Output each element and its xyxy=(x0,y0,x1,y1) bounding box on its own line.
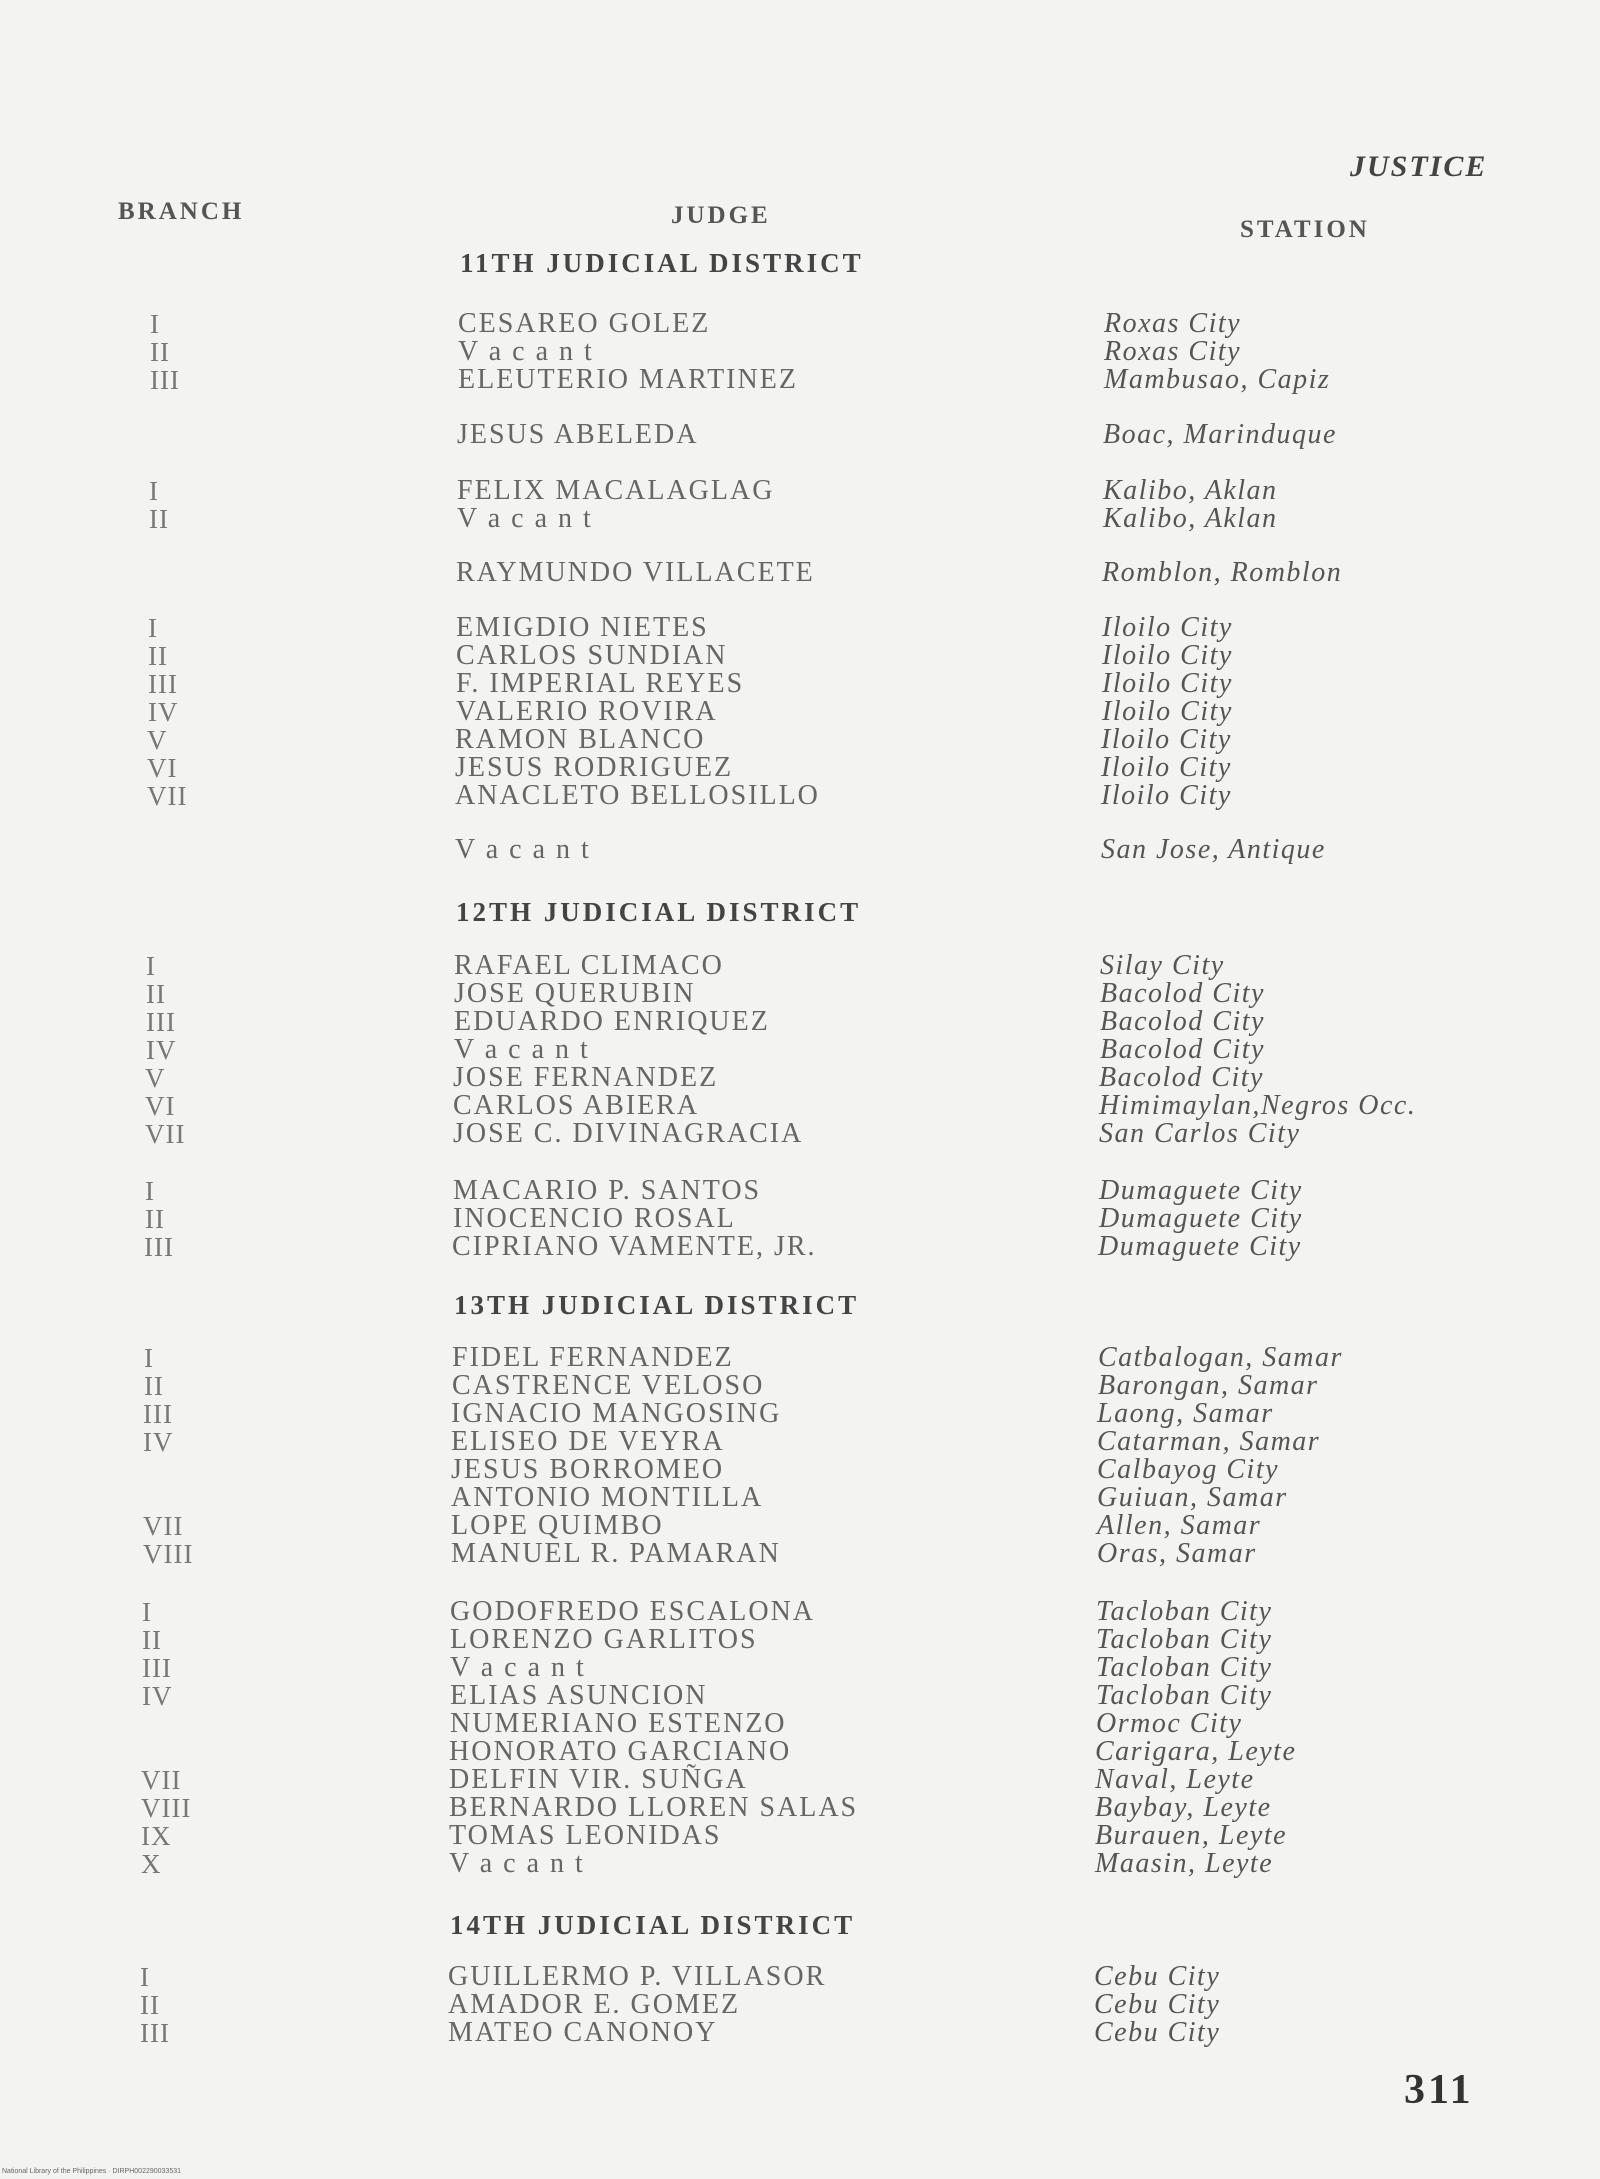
branch-numeral: III xyxy=(144,1232,174,1262)
branch-numeral: IX xyxy=(141,1821,172,1851)
judge-name: JESUS BORROMEO xyxy=(451,1454,725,1485)
branch-numeral: I xyxy=(144,1343,154,1373)
station-name: Boac, Marinduque xyxy=(1103,419,1337,450)
branch-numeral: III xyxy=(143,1399,173,1429)
judge-name: V a c a n t xyxy=(457,503,593,534)
judge-column-header: JUDGE xyxy=(671,202,771,229)
station-name: Bacolod City xyxy=(1100,1034,1265,1065)
judge-name: CIPRIANO VAMENTE, JR. xyxy=(452,1231,817,1262)
branch-numeral: II xyxy=(144,1371,164,1401)
judge-name: V a c a n t xyxy=(449,1848,585,1879)
station-name: Roxas City xyxy=(1104,308,1242,339)
page-number: 311 xyxy=(1404,2067,1474,2113)
judge-name: CARLOS SUNDIAN xyxy=(456,640,728,671)
branch-numeral: I xyxy=(145,1176,155,1206)
station-name: Barongan, Samar xyxy=(1098,1370,1319,1401)
judge-name: NUMERIANO ESTENZO xyxy=(450,1708,787,1739)
station-name: Iloilo City xyxy=(1102,640,1233,671)
section-label: JUSTICE xyxy=(1350,150,1488,183)
branch-numeral: VI xyxy=(145,1091,176,1121)
branch-column-header: BRANCH xyxy=(118,198,245,225)
judge-name: V a c a n t xyxy=(450,1652,586,1683)
station-name: Guiuan, Samar xyxy=(1097,1482,1288,1513)
branch-numeral: V xyxy=(147,725,168,755)
station-name: Cebu City xyxy=(1094,1989,1221,2020)
judge-name: JESUS ABELEDA xyxy=(457,419,699,450)
station-name: Naval, Leyte xyxy=(1095,1764,1255,1795)
branch-numeral: IV xyxy=(146,1035,177,1065)
judge-name: HONORATO GARCIANO xyxy=(449,1736,792,1767)
judge-name: RAYMUNDO VILLACETE xyxy=(456,557,815,588)
station-name: San Carlos City xyxy=(1099,1118,1301,1149)
footer-note: National Library of the Philippines · DIRPH002290033531 xyxy=(2,2168,181,2175)
district-heading: 13TH JUDICIAL DISTRICT xyxy=(454,1290,860,1320)
station-name: Silay City xyxy=(1100,950,1225,981)
station-name: Cebu City xyxy=(1094,2017,1221,2048)
judge-name: F. IMPERIAL REYES xyxy=(456,668,745,699)
station-name: Romblon, Romblon xyxy=(1102,557,1343,588)
branch-numeral: I xyxy=(140,1962,150,1992)
judge-name: JOSE C. DIVINAGRACIA xyxy=(453,1118,804,1149)
judge-name: AMADOR E. GOMEZ xyxy=(448,1989,741,2020)
station-name: Bacolod City xyxy=(1100,1006,1265,1037)
station-name: Roxas City xyxy=(1104,336,1242,367)
station-name: Cebu City xyxy=(1094,1961,1221,1992)
judge-name: JESUS RODRIGUEZ xyxy=(455,752,734,783)
judge-name: INOCENCIO ROSAL xyxy=(453,1203,736,1234)
judge-name: DELFIN VIR. SUÑGA xyxy=(449,1764,748,1795)
branch-numeral: VII xyxy=(145,1119,186,1149)
judge-name: EDUARDO ENRIQUEZ xyxy=(454,1006,770,1037)
judge-name: CARLOS ABIERA xyxy=(453,1090,700,1121)
judge-name: ANTONIO MONTILLA xyxy=(451,1482,764,1513)
judge-name: FIDEL FERNANDEZ xyxy=(452,1342,734,1373)
judge-name: ELIAS ASUNCION xyxy=(450,1680,708,1711)
branch-numeral: III xyxy=(140,2018,170,2048)
branch-numeral: II xyxy=(146,979,166,1009)
station-name: Bacolod City xyxy=(1099,1062,1264,1093)
station-name: Himimaylan,Negros Occ. xyxy=(1099,1090,1417,1121)
station-name: Iloilo City xyxy=(1101,752,1232,783)
branch-numeral: VIII xyxy=(141,1793,192,1823)
station-name: Iloilo City xyxy=(1101,780,1232,811)
district-heading: 11TH JUDICIAL DISTRICT xyxy=(460,248,864,278)
branch-numeral: VII xyxy=(141,1765,182,1795)
judge-name: MANUEL R. PAMARAN xyxy=(451,1538,781,1569)
station-name: Dumaguete City xyxy=(1099,1175,1303,1206)
district-heading: 14TH JUDICIAL DISTRICT xyxy=(450,1910,856,1940)
station-name: Ormoc City xyxy=(1096,1708,1243,1739)
judge-name: ELEUTERIO MARTINEZ xyxy=(458,364,798,395)
branch-numeral: II xyxy=(149,504,169,534)
branch-numeral: IV xyxy=(148,697,179,727)
station-name: Dumaguete City xyxy=(1098,1231,1302,1262)
branch-numeral: I xyxy=(148,613,158,643)
judge-name: TOMAS LEONIDAS xyxy=(449,1820,722,1851)
branch-numeral: V xyxy=(145,1063,166,1093)
judge-name: CESAREO GOLEZ xyxy=(458,308,711,339)
branch-numeral: I xyxy=(142,1597,152,1627)
station-name: Tacloban City xyxy=(1096,1596,1273,1627)
judge-name: V a c a n t xyxy=(458,336,594,367)
station-name: Mambusao, Capiz xyxy=(1104,364,1331,395)
station-name: Tacloban City xyxy=(1096,1624,1273,1655)
branch-numeral: VII xyxy=(147,781,188,811)
station-name: Calbayog City xyxy=(1097,1454,1280,1485)
branch-numeral: II xyxy=(150,337,170,367)
station-name: Carigara, Leyte xyxy=(1095,1736,1297,1767)
judge-name: LOPE QUIMBO xyxy=(451,1510,664,1541)
judge-name: IGNACIO MANGOSING xyxy=(451,1398,782,1429)
station-name: Iloilo City xyxy=(1102,668,1233,699)
judge-name: JOSE QUERUBIN xyxy=(454,978,696,1009)
station-name: Dumaguete City xyxy=(1099,1203,1303,1234)
judge-name: JOSE FERNANDEZ xyxy=(453,1062,719,1093)
branch-numeral: IV xyxy=(142,1681,173,1711)
station-name: Kalibo, Aklan xyxy=(1103,475,1278,506)
branch-numeral: VI xyxy=(147,753,178,783)
judge-name: EMIGDIO NIETES xyxy=(456,612,709,643)
judge-name: RAMON BLANCO xyxy=(455,724,706,755)
branch-numeral: II xyxy=(142,1625,162,1655)
branch-numeral: X xyxy=(141,1849,162,1879)
station-name: Iloilo City xyxy=(1102,696,1233,727)
station-name: Maasin, Leyte xyxy=(1095,1848,1274,1879)
station-name: Iloilo City xyxy=(1101,724,1232,755)
station-name: Allen, Samar xyxy=(1097,1510,1262,1541)
branch-numeral: IV xyxy=(143,1427,174,1457)
district-heading: 12TH JUDICIAL DISTRICT xyxy=(456,897,862,927)
station-name: Catarman, Samar xyxy=(1097,1426,1321,1457)
branch-numeral: I xyxy=(146,951,156,981)
judge-name: BERNARDO LLOREN SALAS xyxy=(449,1792,859,1823)
judge-name: GODOFREDO ESCALONA xyxy=(450,1596,816,1627)
judge-name: VALERIO ROVIRA xyxy=(456,696,718,727)
branch-numeral: III xyxy=(142,1653,172,1683)
branch-numeral: II xyxy=(145,1204,165,1234)
station-name: Oras, Samar xyxy=(1097,1538,1257,1569)
station-name: Iloilo City xyxy=(1102,612,1233,643)
station-name: Bacolod City xyxy=(1100,978,1265,1009)
branch-numeral: III xyxy=(148,669,178,699)
judge-name: ELISEO DE VEYRA xyxy=(451,1426,725,1457)
judge-name: V a c a n t xyxy=(454,1034,590,1065)
branch-numeral: III xyxy=(146,1007,176,1037)
judge-name: MATEO CANONOY xyxy=(448,2017,718,2048)
judge-name: ANACLETO BELLOSILLO xyxy=(455,780,820,811)
station-name: San Jose, Antique xyxy=(1101,834,1326,865)
judge-name: GUILLERMO P. VILLASOR xyxy=(448,1961,827,1992)
station-name: Burauen, Leyte xyxy=(1095,1820,1288,1851)
judge-name: CASTRENCE VELOSO xyxy=(452,1370,765,1401)
branch-numeral: II xyxy=(148,641,168,671)
judge-name: V a c a n t xyxy=(455,834,591,865)
branch-numeral: VII xyxy=(143,1511,184,1541)
branch-numeral: I xyxy=(149,476,159,506)
branch-numeral: I xyxy=(150,309,160,339)
station-name: Baybay, Leyte xyxy=(1095,1792,1272,1823)
judge-name: MACARIO P. SANTOS xyxy=(453,1175,762,1206)
station-name: Tacloban City xyxy=(1096,1680,1273,1711)
station-name: Kalibo, Aklan xyxy=(1103,503,1278,534)
station-name: Tacloban City xyxy=(1096,1652,1273,1683)
station-column-header: STATION xyxy=(1240,216,1370,243)
branch-numeral: II xyxy=(140,1990,160,2020)
station-name: Laong, Samar xyxy=(1097,1398,1274,1429)
judge-name: LORENZO GARLITOS xyxy=(450,1624,758,1655)
judge-name: FELIX MACALAGLAG xyxy=(457,475,775,506)
station-name: Catbalogan, Samar xyxy=(1098,1342,1343,1373)
branch-numeral: III xyxy=(150,365,180,395)
judge-name: RAFAEL CLIMACO xyxy=(454,950,724,981)
branch-numeral: VIII xyxy=(143,1539,194,1569)
